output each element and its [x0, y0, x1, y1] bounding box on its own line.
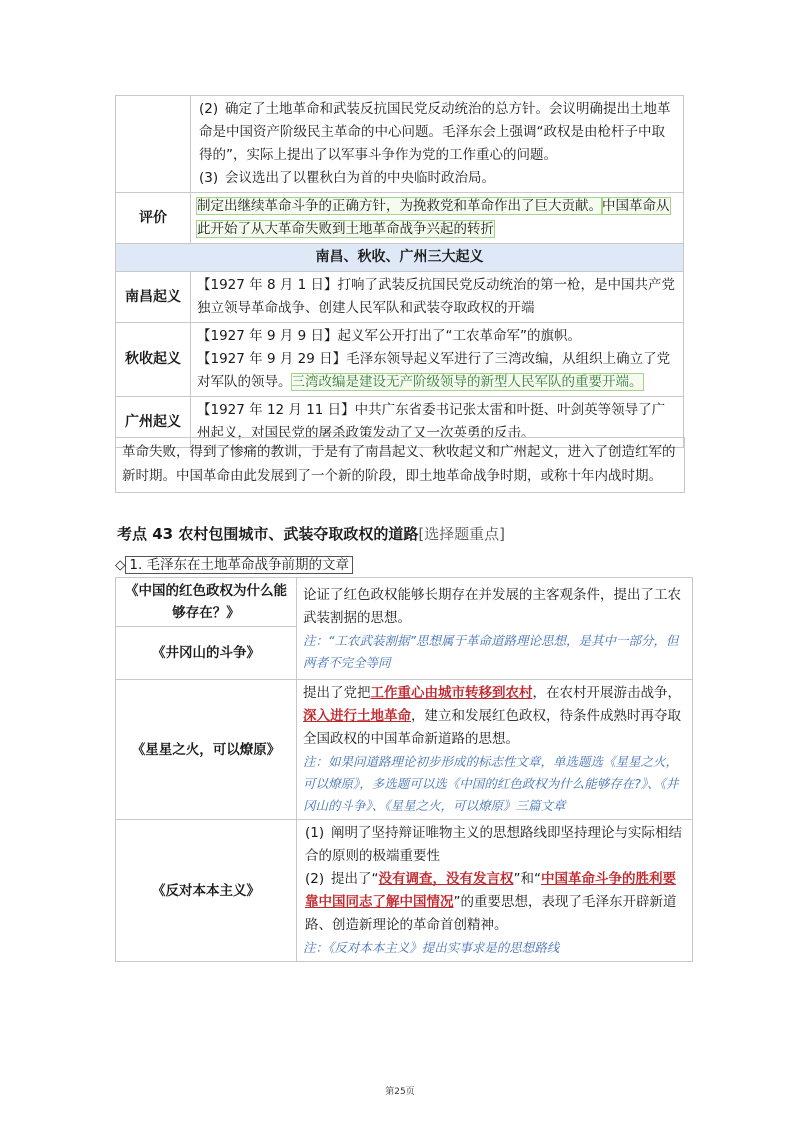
list-item — [197, 98, 677, 167]
paragraph — [303, 682, 686, 751]
fandui-content-cell — [297, 820, 693, 962]
date: 【1927 年 8 月 1 日】 — [197, 277, 338, 293]
summary-paragraph: 革命失败，得到了惨痛的教训，于是有了南昌起义、秋收起义和广州起义，进入了创造红军的新时期。中国革命由此发展到了一个新的阶段，即土地革命战争时期，或称十年内战时期。 — [115, 437, 685, 493]
key-phrase: 深入进行土地革命 — [303, 708, 411, 724]
articles-table — [115, 577, 693, 962]
item-text: 会议选出了以瞿秋白为首的中央临时政治局。 — [225, 170, 495, 186]
item-number: (2) — [199, 101, 219, 117]
section-note: [选择题重点] — [418, 525, 506, 543]
content-text: 毛泽东领导起义军进行了三湾改编，从组织上确立了党对军队的领导。 — [197, 351, 671, 390]
item-text: 确定了土地革命和武装反抗国民党反动统治的总方针。会议明确提出土地革命是中国资产阶级民主革命的中心问题。毛泽东会上强调“政权是由枪杆子中取得的”，实际上提出了以军事斗争作为党的工作重心的问题。 — [199, 101, 671, 163]
hongse-content-cell — [297, 578, 693, 680]
note-text: 注：《反对本本主义》提出实事求是的思想路线 — [303, 940, 560, 955]
subsection-title-text: 1. 毛泽东在土地革命战争前期的文章 — [125, 556, 353, 574]
content-text: 论证了红色政权能够长期存在并发展的主客观条件，提出了工农武装割据的思想。 — [303, 586, 681, 626]
table-row — [116, 96, 684, 193]
content-text: 中共广东省委书记张太雷和叶挺、叶剑英等领导了广州起义，对国民党的屠杀政策发动了又一次英勇的反击。 — [197, 402, 666, 441]
item-number: (2) — [305, 871, 325, 887]
content-text: ，在农村开展游击战争， — [532, 685, 681, 701]
xingxing-content-cell — [297, 680, 693, 820]
key-phrase: 没有调查，没有发言权 — [378, 871, 514, 887]
row-label: 评价 — [116, 193, 191, 244]
paragraph — [197, 325, 677, 348]
row-label: 广州起义 — [116, 397, 191, 448]
content-text: ”和“ — [513, 871, 541, 887]
date: 【1927 年 9 月 29 日】 — [197, 351, 347, 367]
meeting-content-cell — [191, 96, 684, 193]
note-text: 注：如果问道路理论初步形成的标志性文章，单选题选《星星之火，可以燎原》，多选题可以选《中国的红色政权为什么能够存在?》、《井冈山的斗争》、《星星之火，可以燎原》三篇文章 — [303, 754, 679, 813]
key-phrase: 中国革命斗争的胜利要靠中国同志了解中国情况 — [305, 871, 676, 910]
page-number: 第25页 — [385, 1087, 415, 1097]
date: 【1927 年 9 月 9 日】 — [197, 328, 338, 344]
table-row — [116, 272, 684, 323]
row-label: 《星星之火，可以燎原》 — [116, 680, 297, 820]
item-number: (3) — [199, 170, 219, 186]
list-item — [197, 167, 677, 190]
content-text: ”的重要思想，表现了毛泽东开辟新道路、创造新理论的革命首创精神。 — [305, 894, 677, 933]
qiushou-content-cell — [191, 323, 684, 397]
empty-label-cell — [116, 96, 191, 193]
eval-content-cell — [191, 193, 684, 244]
row-label: 《反对本本主义》 — [116, 820, 297, 962]
subsection-title — [115, 555, 353, 575]
content-text: 提出了“ — [331, 871, 379, 887]
row-label: 《井冈山的斗争》 — [116, 627, 297, 680]
content-text: 打响了武装反抗国民党反动统治的第一枪，是中国共产党独立领导革命战争、创建人民军队和武装夺取政权的开端 — [197, 277, 675, 316]
list-item — [303, 868, 686, 937]
table-row — [116, 820, 693, 962]
content-text: 提出了党把 — [303, 685, 371, 701]
content-text: ，建立和发展红色政权，待条件成熟时再夺取全国政权的中国革命新道路的思想。 — [303, 708, 681, 747]
diamond-icon: ◇ — [115, 557, 126, 573]
note-text: 注：“工农武装割据”思想属于革命道路理论思想，是其中一部分，但两者不完全等同 — [303, 632, 679, 670]
content-text: 起义军公开打出了“工农革命军”的旗帜。 — [337, 328, 581, 344]
table-row — [116, 680, 693, 820]
list-item — [303, 822, 686, 868]
highlighted-text: 制定出继续革命斗争的正确方针，为挽救党和革命作出了巨大贡献。 — [197, 198, 602, 214]
item-number: (1) — [305, 825, 325, 841]
item-text: 阐明了坚持辩证唯物主义的思想路线即坚持理论与实际相结合的原则的极端重要性 — [305, 825, 682, 864]
date: 【1927 年 12 月 11 日】 — [197, 402, 355, 418]
table-row — [116, 193, 684, 244]
table-row — [116, 578, 693, 627]
row-label: 秋收起义 — [116, 323, 191, 397]
section-header: 南昌、秋收、广州三大起义 — [116, 244, 684, 272]
section-title — [117, 523, 505, 544]
table-header-row — [116, 244, 684, 272]
row-label: 《中国的红色政权为什么能够存在？》 — [116, 578, 297, 627]
uprisings-table — [115, 95, 684, 448]
row-label: 南昌起义 — [116, 272, 191, 323]
key-phrase: 工作重心由城市转移到农村 — [370, 685, 533, 701]
nanchang-content-cell — [191, 272, 684, 323]
highlighted-text: 三湾改编是建设无产阶级领导的新型人民军队的重要开端。 — [291, 374, 643, 390]
highlighted-text: 中国革命从此开始了从大革命失败到土地革命战争兴起的转折 — [197, 198, 670, 237]
section-title-text: 考点 43 农村包围城市、武装夺取政权的道路 — [117, 525, 419, 543]
table-row — [116, 323, 684, 397]
paragraph — [197, 348, 677, 394]
